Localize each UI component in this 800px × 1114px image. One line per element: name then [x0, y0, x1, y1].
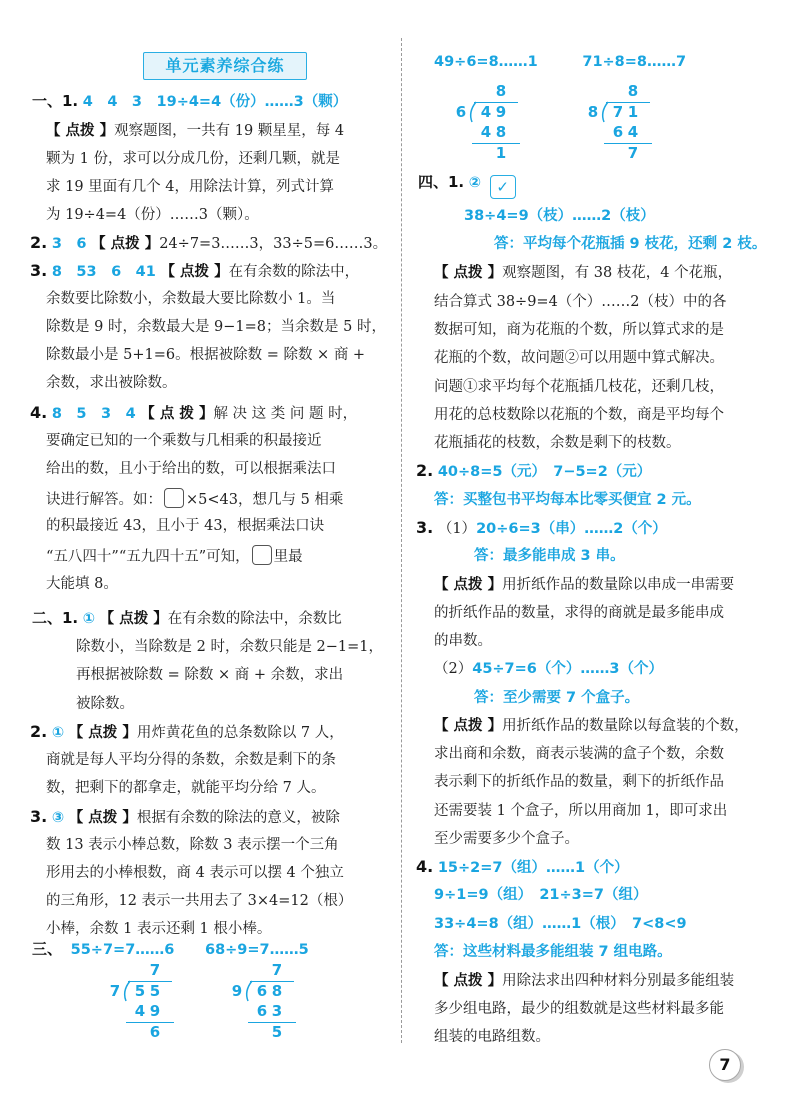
long-division-49-6 — [454, 82, 544, 162]
tip-label: 【 点拨 】 — [160, 264, 229, 280]
explanation-line: 形用去的小棒根数，商 4 表示可以摆 4 个独立 — [46, 865, 344, 881]
explanation-text: “五八四十”“五九四十五”可知， — [46, 549, 250, 565]
equation: 49÷6=8……1 — [434, 54, 538, 70]
explanation-line: 数，把剩下的都拿走，就能平均分给 7 人。 — [46, 780, 326, 796]
tip-label: 【 点 拨 】 — [140, 406, 214, 422]
section-number: 二、1. — [32, 609, 79, 627]
explanation-line: 多少组电路，最少的组数就是这些材料最多能 — [434, 1001, 724, 1017]
answer-text: 答：最多能串成 3 串。 — [474, 548, 625, 564]
explanation-text: 解 决 这 类 问 题 时， — [213, 406, 358, 422]
tip-label: 【 点拨 】 — [434, 973, 503, 989]
quotient: 7 — [271, 961, 283, 979]
product-digit: 4 — [134, 1002, 146, 1020]
tip-label: 【 点拨 】 — [91, 236, 160, 252]
remainder: 5 — [271, 1023, 283, 1041]
explanation-line: 的积最接近 43，且小于 43，根据乘法口诀 — [46, 518, 325, 534]
explanation-line: 余数要比除数小，余数最大要比除数小 1。当 — [46, 291, 336, 307]
equation: 15÷2=7（组）……1（个） — [437, 860, 629, 876]
explanation-line — [434, 971, 734, 991]
explanation-line: 数 13 表示小棒总数，除数 3 表示摆一个三角 — [46, 837, 339, 853]
equation: 40÷8=5（元） 7−5=2（元） — [437, 464, 652, 480]
column-divider — [401, 38, 402, 1043]
explanation-text: 24÷7=3……3，33÷5=6……3。 — [159, 236, 388, 252]
answer: ① — [82, 611, 96, 627]
section-3 — [32, 939, 309, 960]
part-label: （1） — [437, 521, 477, 537]
part-label: （2） — [434, 661, 473, 677]
equation — [464, 206, 655, 226]
explanation-line: 至少需要多少个盒子。 — [434, 831, 579, 847]
answer-line — [434, 942, 672, 962]
question-number: 3. — [416, 518, 434, 537]
section-2-3 — [30, 807, 340, 828]
question-number: 4. — [416, 857, 434, 876]
question-number: 2. — [30, 722, 48, 741]
explanation-line: 小棒，余数 1 表示还剩 1 根小棒。 — [46, 921, 272, 937]
section-4-2 — [416, 461, 651, 482]
explanation-line — [434, 716, 749, 736]
quotient: 8 — [627, 82, 639, 100]
divisor: 6 — [455, 103, 467, 121]
dividend-digit: 4 — [480, 103, 492, 121]
tip-label: 【 点拨 】 — [68, 725, 137, 741]
remainder: 6 — [149, 1023, 161, 1041]
section-1-4 — [30, 403, 357, 424]
dividend-digit: 6 — [256, 982, 268, 1000]
explanation-line: 除数是 9 时，余数最大是 9−1=8；当余数是 5 时， — [46, 319, 386, 335]
divisor: 7 — [109, 982, 121, 1000]
product-digit: 9 — [149, 1002, 161, 1020]
tip-label: 【 点拨 】 — [46, 123, 115, 139]
explanation-line: 商就是每人平均分得的条数，余数是剩下的条 — [46, 752, 336, 768]
product-digit: 6 — [612, 123, 624, 141]
explanation-line: 还需要装 1 个盒子，所以用商加 1，即可求出 — [434, 803, 728, 819]
explanation-line: 给出的数，且小于给出的数，可以根据乘法口 — [46, 461, 336, 477]
product-digit: 6 — [256, 1002, 268, 1020]
explanation-line — [434, 263, 732, 283]
explanation-text: 诀进行解答。如： — [46, 492, 162, 508]
answer-line — [494, 234, 766, 254]
section-number: 四、1. — [418, 173, 465, 191]
long-division-68-9 — [230, 961, 320, 1041]
answer: 8 53 6 41 — [51, 264, 156, 280]
answer: ② — [468, 175, 482, 191]
explanation-line: 再根据被除数 = 除数 × 商 + 余数，求出 — [76, 667, 344, 683]
question-number: 4. — [30, 403, 48, 422]
explanation-line — [46, 121, 344, 141]
page-title: 单元素养综合练 — [143, 52, 307, 80]
explanation-line: 被除数。 — [76, 696, 134, 712]
equation: 45÷7=6（个）……3（个） — [472, 661, 663, 677]
explanation-line: 要确定已知的一个乘数与几相乘的积最接近 — [46, 433, 322, 449]
explanation-line: 结合算式 38÷9=4（个）……2（枝）中的各 — [434, 294, 727, 310]
section-1-2 — [30, 233, 387, 254]
explanation-text: 在有余数的除法中， — [228, 264, 360, 280]
explanation-line: 花瓶插花的枝数，余数是剩下的枝数。 — [434, 435, 681, 451]
explanation-line: 余数，求出被除数。 — [46, 375, 177, 391]
checkmark-icon: ✓ — [490, 175, 516, 199]
dividend-digit: 1 — [627, 103, 639, 121]
answer: 4 4 3 19÷4=4（份）……3（颗） — [82, 94, 348, 110]
explanation-line: 求出商和余数，商表示装满的盒子个数，余数 — [434, 746, 724, 762]
explanation-text: 在有余数的除法中，余数比 — [167, 611, 342, 627]
section-2-1 — [32, 608, 342, 629]
remainder: 7 — [627, 144, 639, 162]
product-digit: 8 — [495, 123, 507, 141]
dividend-digit: 9 — [495, 103, 507, 121]
explanation-line: 大能填 8。 — [46, 576, 118, 592]
equation — [434, 885, 647, 905]
explanation-line: 组装的电路组数。 — [434, 1029, 550, 1045]
equation-text: 33÷4=8（组）……1（根） 7<8<9 — [434, 916, 687, 932]
tip-label: 【 点拨 】 — [68, 810, 137, 826]
explanation-text: 用除法求出四种材料分别最多能组装 — [502, 973, 735, 989]
dividend-digit: 7 — [612, 103, 624, 121]
tip-label: 【 点拨 】 — [434, 265, 503, 281]
quotient: 8 — [495, 82, 507, 100]
section-2-2 — [30, 722, 344, 743]
answer: 8 5 3 4 — [51, 406, 136, 422]
explanation-text: 用折纸作品的数量除以每盒装的个数， — [502, 718, 749, 734]
divisor: 8 — [587, 103, 599, 121]
explanation-line: 为 19÷4=4（份）……3（颗）。 — [46, 207, 259, 223]
blank-box — [164, 488, 184, 508]
tip-label: 【 点拨 】 — [99, 611, 168, 627]
explanation-text: ×5<43，想几与 5 相乘 — [186, 492, 344, 508]
question-number: 3. — [30, 261, 48, 280]
dividend-digit: 5 — [149, 982, 161, 1000]
blank-box — [252, 545, 272, 565]
page-number: 7 — [709, 1049, 741, 1081]
section-4-4 — [416, 857, 629, 878]
answer-text: 答：买整包书平均每本比零买便宜 2 元。 — [434, 492, 701, 508]
long-division-71-8 — [586, 82, 676, 162]
explanation-text: 观察题图，一共有 19 颗星星，每 4 — [114, 123, 345, 139]
explanation-line: 表示剩下的折纸作品的数量，剩下的折纸作品 — [434, 774, 724, 790]
equation: 68÷9=7……5 — [204, 942, 309, 958]
explanation-text: 根据有余数的除法的意义，被除 — [136, 810, 340, 826]
question-number: 3. — [30, 807, 48, 826]
explanation-text: 里最 — [273, 549, 303, 565]
tip-label: 【 点拨 】 — [434, 718, 503, 734]
remainder: 1 — [495, 144, 507, 162]
explanation-text: 观察题图，有 38 枝花，4 个花瓶， — [502, 265, 733, 281]
section-4-1 — [418, 172, 516, 199]
explanation-line: 的三角形，12 表示一共用去了 3×4=12（根） — [46, 893, 353, 909]
explanation-text: 用炸黄花鱼的总条数除以 7 人， — [136, 725, 344, 741]
section-1-3 — [30, 261, 359, 282]
explanation-line: 数据可知，商为花瓶的个数，所以算式求的是 — [434, 322, 724, 338]
answer-line — [474, 546, 625, 566]
question-number: 2. — [30, 233, 48, 252]
explanation-line — [46, 488, 343, 510]
section-number: 三、 — [32, 940, 63, 958]
equation: 55÷7=7……6 — [70, 942, 175, 958]
explanation-line: 除数小，当除数是 2 时，余数只能是 2−1=1， — [76, 639, 384, 655]
explanation-line: 花瓶的个数，故问题②可以用题中算式解决。 — [434, 350, 724, 366]
dividend-digit: 5 — [134, 982, 146, 1000]
explanation-text: 用折纸作品的数量除以串成一串需要 — [502, 577, 735, 593]
explanation-line — [46, 545, 303, 567]
answer: ③ — [51, 810, 65, 826]
answer-line — [434, 490, 701, 510]
equation: 20÷6=3（串）……2（个） — [476, 521, 667, 537]
explanation-line: 除数最小是 5+1=6。根据被除数 = 除数 × 商 + — [46, 347, 366, 363]
dividend-digit: 8 — [271, 982, 283, 1000]
tip-label: 【 点拨 】 — [434, 577, 503, 593]
equation — [434, 914, 687, 934]
answer-line — [474, 688, 639, 708]
explanation-line: 求 19 里面有几个 4，用除法计算，列式计算 — [46, 179, 335, 195]
long-division-55-7 — [108, 961, 198, 1041]
explanation-line: 问题①求平均每个花瓶插几枝花，还剩几枝， — [434, 379, 724, 395]
answer-text: 答：这些材料最多能组装 7 组电路。 — [434, 944, 672, 960]
answer: 3 6 — [51, 236, 87, 252]
quotient: 7 — [149, 961, 161, 979]
explanation-line: 用花的总枝数除以花瓶的个数，商是平均每个 — [434, 407, 724, 423]
part-2 — [434, 659, 663, 679]
equations-row — [434, 52, 686, 72]
answer-text: 答：至少需要 7 个盒子。 — [474, 690, 640, 706]
explanation-line: 的串数。 — [434, 633, 492, 649]
equation-text: 38÷4=9（枝）……2（枝） — [464, 208, 655, 224]
answer-text: 答：平均每个花瓶插 9 枝花，还剩 2 枝。 — [494, 236, 767, 252]
divisor: 9 — [231, 982, 243, 1000]
section-1-1 — [32, 91, 347, 112]
product-digit: 4 — [627, 123, 639, 141]
answer: ① — [51, 725, 65, 741]
explanation-line — [434, 575, 734, 595]
equation-text: 9÷1=9（组） 21÷3=7（组） — [434, 887, 648, 903]
question-number: 2. — [416, 461, 434, 480]
product-digit: 3 — [271, 1002, 283, 1020]
explanation-line: 颗为 1 份，求可以分成几份，还剩几颗，就是 — [46, 151, 340, 167]
product-digit: 4 — [480, 123, 492, 141]
explanation-line: 的折纸作品的数量，求得的商就是最多能串成 — [434, 605, 724, 621]
equation: 71÷8=8……7 — [582, 54, 687, 70]
section-4-3 — [416, 518, 667, 539]
section-number: 一、1. — [32, 92, 79, 110]
